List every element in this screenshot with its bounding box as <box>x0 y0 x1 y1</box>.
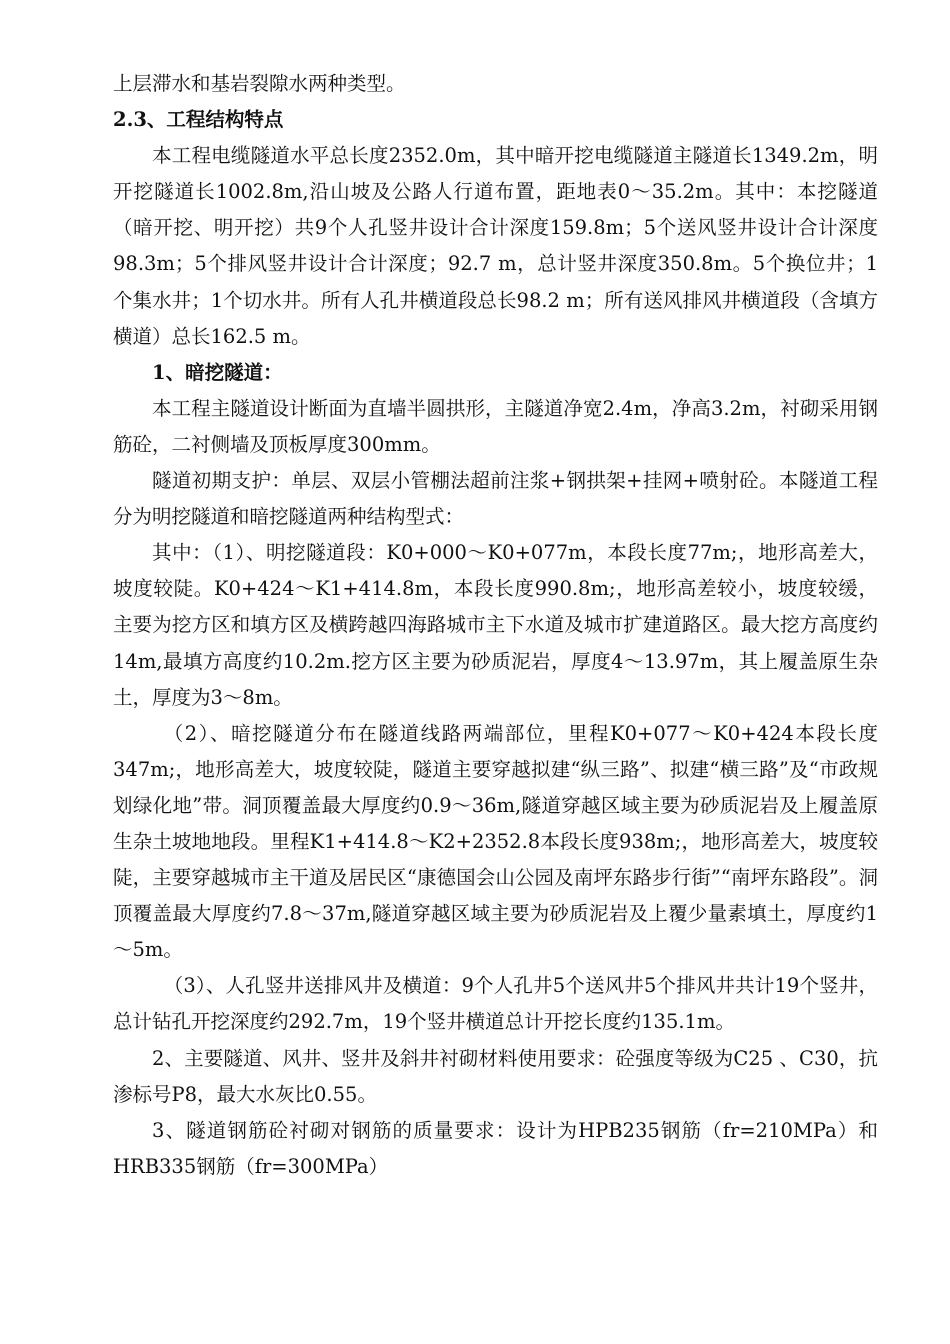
section-heading-2-3: 2.3、工程结构特点 <box>113 108 284 132</box>
paragraph-lining-materials: 2、主要隧道、风井、竖井及斜井衬砌材料使用要求：砼强度等级为C25 、C30，抗渗标号P8，最大水灰比0.55。 <box>113 1046 878 1106</box>
paragraph-undercut-distribution: （2）、暗挖隧道分布在隧道线路两端部位，里程K0+077～K0+424本段长度347m;，地形高差大，坡度较陡，隧道主要穿越拟建“纵三路”、拟建“横三路”及“市政规划绿化地”带。洞顶覆盖最大厚度约0.9～36m,隧道穿越区域主要为砂质泥岩及上履盖原生杂土坡地地段。里程K1+414.8～K2+2352.8本段长度938m;，地形高差大，坡度较陡，主要穿越城市主干道及居民区“康德国会山公园及南坪东路步行街”“南坪东路段”。洞顶覆盖最大厚度约7.8～37m,隧道穿越区域主要为砂质泥岩及上覆少量素填土，厚度约1～5m。 <box>113 721 878 962</box>
paragraph-groundwater-types: 上层滞水和基岩裂隙水两种类型。 <box>113 72 406 95</box>
subheading-undercut-tunnel: 1、暗挖隧道： <box>152 360 283 384</box>
document-body <box>113 66 878 1185</box>
paragraph-initial-support: 隧道初期支护：单层、双层小管棚法超前注浆+钢拱架+挂网+喷射砼。本隧道工程分为明挖隧道和暗挖隧道两种结构型式： <box>113 469 878 529</box>
paragraph-structure-overview: 本工程电缆隧道水平总长度2352.0m，其中暗开挖电缆隧道主隧道长1349.2m，明开挖隧道长1002.8m,沿山坡及公路人行道布置，距地表0～35.2m。其中：本挖隧道（暗开挖、明开挖）共9个人孔竖井设计合计深度159.8m；5个送风竖井设计合计深度98.3m；5个排风竖井设计合计深度；92.7 m，总计竖井深度350.8m。5个换位井；1个集水井；1个切水井。所有人孔井横道段总长98.2 m；所有送风排风井横道段（含填方横道）总长162.5 m。 <box>113 144 878 348</box>
paragraph-manhole-shafts: （3）、人孔竖井送排风井及横道：9个人孔井5个送风井5个排风井共计19个竖井，总计钻孔开挖深度约292.7m，19个竖井横道总计开挖长度约135.1m。 <box>113 974 878 1034</box>
paragraph-rebar-requirements: 3、隧道钢筋砼衬砌对钢筋的质量要求：设计为HPB235钢筋（fr=210MPa）和HRB335钢筋（fr=300MPa） <box>113 1118 878 1178</box>
paragraph-open-cut-tunnel: 其中：（1）、明挖隧道段：K0+000～K0+077m，本段长度77m;，地形高差大，坡度较陡。K0+424～K1+414.8m，本段长度990.8m;，地形高差较小，坡度较缓，主要为挖方区和填方区及横跨越四海路城市主下水道及城市扩建道路区。最大挖方高度约14m,最填方高度约10.2m.挖方区主要为砂质泥岩，厚度4～13.97m，其上履盖原生杂土，厚度为3～8m。 <box>113 541 878 709</box>
paragraph-main-tunnel-section: 本工程主隧道设计断面为直墙半圆拱形，主隧道净宽2.4m，净高3.2m，衬砌采用钢筋砼，二衬侧墙及顶板厚度300mm。 <box>113 396 878 456</box>
